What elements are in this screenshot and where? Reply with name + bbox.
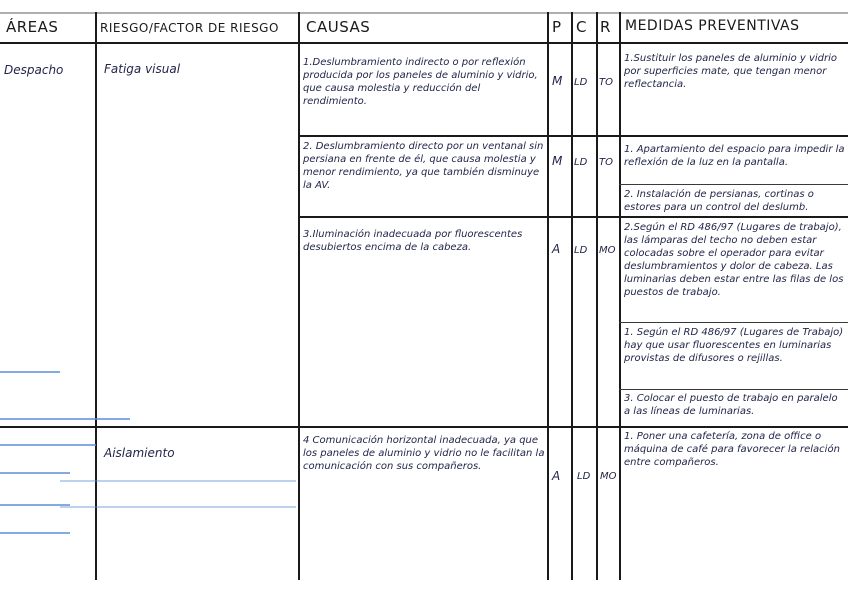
header-r: R: [600, 18, 611, 36]
header-top-rule: [0, 12, 848, 14]
medida-3-2: 1. Según el RD 486/97 (Lugares de Trabajo) hay que usar fluorescentes en luminarias provistas de difusores o rejillas.: [624, 327, 844, 364]
header-bottom-rule: [0, 42, 848, 44]
blue-rule-3: [0, 444, 96, 446]
causa-1-p: M: [552, 74, 563, 88]
medida-sep-b: [619, 322, 848, 323]
causa-3-r: MO: [599, 245, 616, 256]
blue-rule-8: [60, 506, 296, 508]
causa-2-r: TO: [599, 157, 613, 168]
causa-3-p: A: [552, 242, 561, 256]
row-sep-2: [298, 216, 848, 218]
blue-rule-6: [0, 532, 70, 534]
col-divider-p: [571, 12, 573, 580]
medida-sep-c: [619, 389, 848, 390]
header-p: P: [552, 18, 562, 36]
header-riesgo: RIESGO/FACTOR DE RIESGO: [100, 21, 279, 35]
header-causas: CAUSAS: [306, 18, 371, 36]
causa-1: 1.Deslumbramiento indirecto o por reflexión producida por los paneles de aluminio y vidrio, que causa molestia y reducción del rendimiento.: [303, 57, 538, 107]
medida-sep-a: [619, 184, 848, 185]
header-areas: ÁREAS: [6, 18, 59, 36]
causa-2: 2. Deslumbramiento directo por un ventanal sin persiana en frente de él, que causa molestia y menor rendimiento, ya que también disminuye la AV.: [303, 141, 544, 191]
riesgo-fatiga-visual: Fatiga visual: [104, 62, 181, 76]
blue-rule-1: [0, 371, 60, 373]
header-medidas: MEDIDAS PREVENTIVAS: [625, 18, 800, 34]
col-divider-riesgo: [298, 12, 300, 580]
causa-2-c: LD: [574, 157, 588, 168]
riesgo-aislamiento: Aislamiento: [104, 446, 175, 460]
causa-4-r: MO: [600, 471, 617, 482]
row-sep-main: [0, 426, 848, 428]
causa-3: 3.Iluminación inadecuada por fluorescentes desubiertos encima de la cabeza.: [303, 229, 523, 253]
col-divider-areas: [95, 12, 97, 580]
medida-3-3: 3. Colocar el puesto de trabajo en paralelo a las líneas de luminarias.: [624, 393, 838, 417]
causa-3-c: LD: [574, 245, 588, 256]
blue-rule-4: [0, 472, 70, 474]
medida-1-1: 1.Sustituir los paneles de aluminio y vidrio por superficies mate, que tengan menor reflectancia.: [624, 53, 838, 90]
causa-1-r: TO: [599, 77, 613, 88]
blue-rule-7: [60, 480, 296, 482]
causa-1-c: LD: [574, 77, 588, 88]
causa-4-p: A: [552, 469, 561, 483]
col-divider-causas: [547, 12, 549, 580]
row-sep-1: [298, 135, 848, 137]
medida-3-1: 2.Según el RD 486/97 (Lugares de trabajo), las lámparas del techo no deben estar colocadas sobre el operador para evitar deslumbramientos y dolor de cabeza. Las luminarias deben estar entre las filas de los puestos de trabajo.: [624, 222, 844, 298]
medida-4-1: 1. Poner una cafetería, zona de office o máquina de café para favorecer la relación entre compañeros.: [624, 431, 840, 468]
causa-2-p: M: [552, 154, 563, 168]
col-divider-c: [596, 12, 598, 580]
col-divider-r: [619, 12, 621, 580]
causa-4: 4 Comunicación horizontal inadecuada, ya que los paneles de aluminio y vidrio no le facilitan la comunicación con sus compañeros.: [303, 435, 545, 472]
header-c: C: [576, 18, 587, 36]
causa-4-c: LD: [577, 471, 591, 482]
area-despacho: Despacho: [4, 63, 64, 77]
medida-2-1: 1. Apartamiento del espacio para impedir la reflexión de la luz en la pantalla.: [624, 144, 845, 168]
medida-2-2: 2. Instalación de persianas, cortinas o estores para un control del deslumb.: [624, 189, 814, 213]
blue-rule-2: [0, 418, 130, 420]
